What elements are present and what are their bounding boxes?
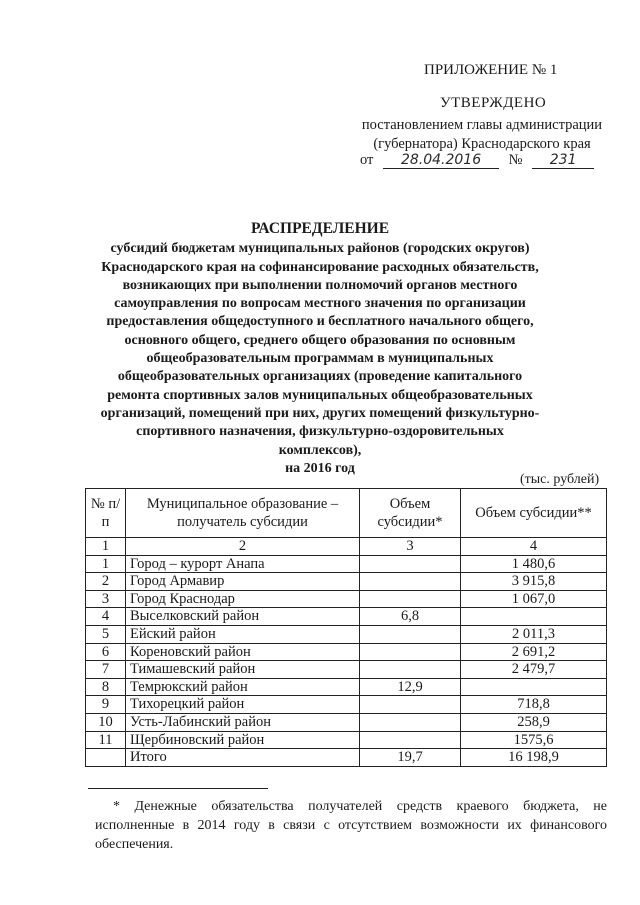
subsidy-value-1 <box>360 643 461 661</box>
table-row <box>86 573 607 591</box>
table-row <box>86 731 607 749</box>
title-line: предоставления общедоступного и бесплатного начального общего, <box>106 314 534 330</box>
decree-line: (губернатора) Краснодарского края <box>373 136 591 152</box>
row-number: 2 <box>86 573 126 591</box>
header-subsidy-1: Объем субсидии* <box>360 489 461 538</box>
table-row <box>86 696 607 714</box>
column-index: 3 <box>360 538 461 556</box>
subsidy-value-2: 3 915,8 <box>461 573 607 591</box>
table-row <box>86 555 607 573</box>
subsidy-value-1 <box>360 625 461 643</box>
total-row <box>86 749 607 767</box>
row-number: 10 <box>86 713 126 731</box>
title-line: организаций, помещений при них, других помещений физкультурно- <box>100 405 540 421</box>
footnote: * Денежные обязательства получателей средств краевого бюджета, не исполненные в 2014 году в связи с отсутствием возможности их финансового обеспечения. <box>95 799 607 852</box>
total-label: Итого <box>126 749 360 767</box>
municipality-name: Темрюкский район <box>126 678 360 696</box>
row-number: 1 <box>86 555 126 573</box>
units-label: (тыс. рублей) <box>520 472 600 487</box>
subsidy-value-2: 2 011,3 <box>461 625 607 643</box>
column-number-row <box>86 538 607 556</box>
total-subsidy-1: 19,7 <box>360 749 461 767</box>
table-row <box>86 590 607 608</box>
municipality-name: Тихорецкий район <box>126 696 360 714</box>
title-line: возникающих при выполнении полномочий органов местного <box>122 277 518 293</box>
row-number: 8 <box>86 678 126 696</box>
title-line: самоуправления по вопросам местного значения по организации <box>114 296 526 312</box>
subsidy-value-1 <box>360 713 461 731</box>
subsidy-value-1 <box>360 661 461 679</box>
column-index: 1 <box>86 538 126 556</box>
title-line: субсидий бюджетам муниципальных районов (городских округов) <box>110 241 530 257</box>
header-number: № п/п <box>86 489 126 538</box>
row-number: 11 <box>86 731 126 749</box>
decree-number: 231 <box>532 152 594 169</box>
subsidy-value-1 <box>360 590 461 608</box>
subsidy-value-1 <box>360 731 461 749</box>
header-municipality: Муниципальное образование – получатель субсидии <box>126 489 360 538</box>
title-line: спортивного назначения, физкультурно-оздоровительных комплексов), <box>136 424 504 458</box>
municipality-name: Ейский район <box>126 625 360 643</box>
municipality-name: Город Армавир <box>126 573 360 591</box>
title-line: общеобразовательным программам в муниципальных <box>146 351 494 367</box>
subsidy-value-2: 1 480,6 <box>461 555 607 573</box>
table-header-row <box>86 489 607 538</box>
subsidy-value-1 <box>360 696 461 714</box>
row-number: 4 <box>86 608 126 626</box>
subsidy-value-1: 6,8 <box>360 608 461 626</box>
title-line: ремонта спортивных залов муниципальных общеобразовательных <box>107 387 533 403</box>
appendix-label: ПРИЛОЖЕНИЕ № 1 <box>424 62 558 78</box>
table-row <box>86 713 607 731</box>
title-line: основного общего, среднего общего образования по основным <box>124 332 516 348</box>
table-row <box>86 608 607 626</box>
subsidy-value-2: 1575,6 <box>461 731 607 749</box>
subsidy-value-2 <box>461 608 607 626</box>
municipality-name: Щербиновский район <box>126 731 360 749</box>
row-number: 6 <box>86 643 126 661</box>
total-number-cell <box>86 749 126 767</box>
subsidy-value-2: 1 067,0 <box>461 590 607 608</box>
municipality-name: Город Краснодар <box>126 590 360 608</box>
table-row <box>86 625 607 643</box>
row-number: 3 <box>86 590 126 608</box>
table-row <box>86 678 607 696</box>
row-number: 5 <box>86 625 126 643</box>
subsidy-value-2: 718,8 <box>461 696 607 714</box>
municipality-name: Усть-Лабинский район <box>126 713 360 731</box>
municipality-name: Кореновский район <box>126 643 360 661</box>
municipality-name: Выселковский район <box>126 608 360 626</box>
subsidy-value-2: 258,9 <box>461 713 607 731</box>
title-heading: РАСПРЕДЕЛЕНИЕ <box>250 220 390 237</box>
decree-date: 28.04.2016 <box>383 152 499 169</box>
title-line: на 2016 год <box>285 460 355 476</box>
subsidy-value-2: 2 691,2 <box>461 643 607 661</box>
municipality-name: Тимашевский район <box>126 661 360 679</box>
approved-label: УТВЕРЖДЕНО <box>440 95 547 111</box>
column-index: 4 <box>461 538 607 556</box>
from-label: от <box>360 152 374 168</box>
decree-line: постановлением главы администрации <box>361 117 603 133</box>
table-row <box>86 661 607 679</box>
subsidy-table <box>85 488 607 767</box>
table-row <box>86 643 607 661</box>
subsidy-value-2 <box>461 678 607 696</box>
number-label: № <box>508 152 523 168</box>
subsidy-value-1 <box>360 555 461 573</box>
document-title <box>95 220 545 478</box>
decree-date-line <box>360 152 594 169</box>
title-line: общеобразовательных организациях (проведение капитального <box>117 369 523 385</box>
municipality-name: Город – курорт Анапа <box>126 555 360 573</box>
total-subsidy-2: 16 198,9 <box>461 749 607 767</box>
subsidy-value-1: 12,9 <box>360 678 461 696</box>
title-line: Краснодарского края на софинансирование расходных обязательств, <box>101 259 539 275</box>
header-subsidy-2: Объем субсидии** <box>461 489 607 538</box>
column-index: 2 <box>126 538 360 556</box>
subsidy-value-2: 2 479,7 <box>461 661 607 679</box>
row-number: 7 <box>86 661 126 679</box>
footnote-divider <box>88 788 268 789</box>
decree-text <box>360 116 604 154</box>
subsidy-value-1 <box>360 573 461 591</box>
row-number: 9 <box>86 696 126 714</box>
